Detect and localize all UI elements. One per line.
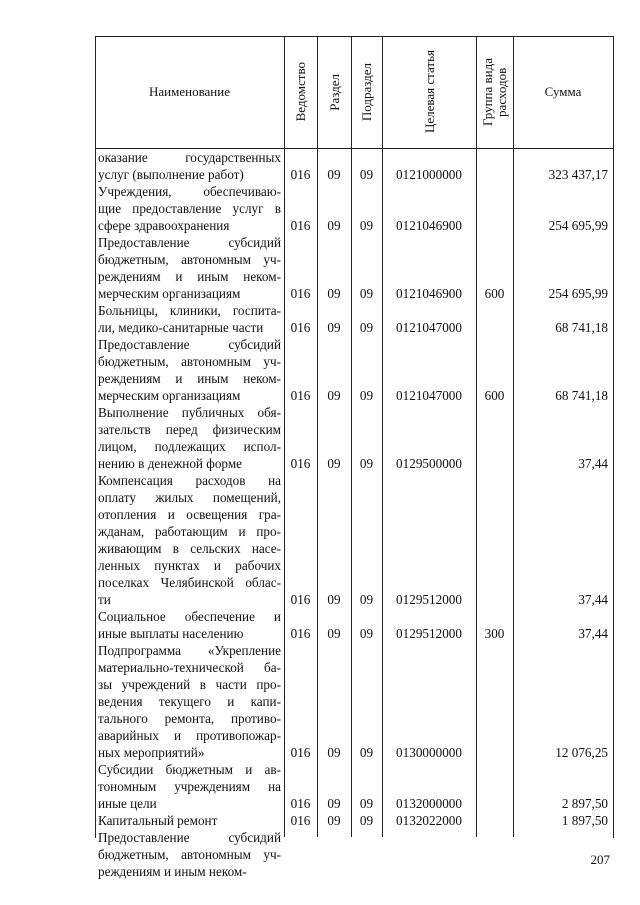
row-name bbox=[98, 608, 281, 642]
row-name-line: зы учреждений в части про- bbox=[98, 677, 281, 692]
row-name-line: тономным учреждениям на bbox=[98, 779, 281, 794]
row-name-line: отопления и освещения гра- bbox=[98, 507, 281, 522]
header-ved bbox=[285, 36, 317, 148]
row-name-line: Капитальный ремонт bbox=[98, 813, 218, 828]
row-name-line: Социальное обеспечение и bbox=[98, 609, 281, 624]
cell-cel: 0121047000 bbox=[396, 320, 462, 335]
cell-cel: 0129512000 bbox=[396, 626, 462, 641]
cell-grp: 600 bbox=[484, 286, 505, 301]
header-name-label: Наименование bbox=[149, 84, 230, 99]
cell-raz: 09 bbox=[327, 456, 341, 471]
row-name bbox=[98, 472, 281, 608]
row-name-line: Учреждения, обеспечиваю- bbox=[98, 184, 281, 199]
cell-ved: 016 bbox=[290, 456, 311, 471]
cell-raz: 09 bbox=[327, 218, 341, 233]
cell-raz: 09 bbox=[327, 286, 341, 301]
cell-ved: 016 bbox=[290, 592, 311, 607]
row-name-line: Компенсация расходов на bbox=[98, 473, 281, 488]
cell-grp bbox=[476, 744, 513, 761]
row-name-line: щие предоставление услуг в bbox=[98, 201, 281, 216]
row-name-line: ти bbox=[98, 592, 111, 607]
cell-ved: 016 bbox=[290, 745, 311, 760]
cell-pod: 09 bbox=[359, 592, 374, 607]
row-name-line: реждениям и иным неком- bbox=[98, 864, 247, 879]
cell-cel bbox=[382, 863, 476, 880]
header-celevaya bbox=[383, 36, 476, 148]
cell-grp bbox=[476, 591, 513, 608]
cell-sum: 37,44 bbox=[578, 456, 608, 471]
cell-cel: 0129500000 bbox=[396, 456, 462, 471]
table-row bbox=[95, 608, 612, 642]
cell-sum: 12 076,25 bbox=[555, 745, 608, 760]
row-name-line: нению в денежной форме bbox=[98, 456, 243, 471]
row-name-line: бюджетным, автономным уч- bbox=[98, 847, 281, 862]
row-name bbox=[98, 149, 281, 183]
header-summa bbox=[514, 36, 612, 148]
row-name-line: иные выплаты населению bbox=[98, 626, 244, 641]
cell-cel: 0129512000 bbox=[396, 592, 462, 607]
table-row bbox=[95, 149, 612, 183]
cell-ved: 016 bbox=[290, 218, 311, 233]
row-name-line: Предоставление субсидий bbox=[98, 235, 281, 250]
row-name-line: бюджетным, автономным уч- bbox=[98, 252, 281, 267]
row-name-line: ли, медико-санитарные части bbox=[98, 320, 264, 335]
row-name bbox=[98, 234, 281, 302]
row-name-line: тального ремонта, противо- bbox=[98, 711, 281, 726]
row-name-line: мерческим организациям bbox=[98, 286, 241, 301]
cell-pod: 09 bbox=[359, 813, 374, 828]
table-row bbox=[95, 302, 612, 336]
row-name-line: иные цели bbox=[98, 796, 157, 811]
header-razdel bbox=[318, 36, 351, 148]
cell-grp bbox=[476, 217, 513, 234]
row-name bbox=[98, 642, 281, 761]
header-podrazdel bbox=[352, 36, 382, 148]
header-name bbox=[95, 36, 284, 148]
cell-raz: 09 bbox=[327, 320, 341, 335]
row-name bbox=[98, 336, 281, 404]
cell-cel: 0121046900 bbox=[396, 286, 462, 301]
row-name bbox=[98, 404, 281, 472]
cell-grp bbox=[476, 166, 513, 183]
page-number: 207 bbox=[590, 852, 610, 867]
cell-pod: 09 bbox=[359, 286, 374, 301]
header-podrazdel-label: Подраздел bbox=[359, 62, 374, 122]
row-name-line: ных мероприятий» bbox=[98, 745, 205, 760]
row-name-line: лицом, подлежащих испол- bbox=[98, 439, 281, 454]
row-name-line: оплату жилых помещений, bbox=[98, 490, 281, 505]
cell-grp bbox=[476, 455, 513, 472]
cell-pod: 09 bbox=[359, 745, 374, 760]
row-name-line: услуг (выполнение работ) bbox=[98, 167, 244, 182]
cell-grp bbox=[476, 812, 513, 829]
cell-cel: 0132000000 bbox=[396, 796, 462, 811]
row-name-line: аварийных и противопожар- bbox=[98, 728, 281, 743]
row-name-line: Выполнение публичных обя- bbox=[98, 405, 281, 420]
cell-ved: 016 bbox=[290, 388, 311, 403]
row-name-line: бюджетным, автономным уч- bbox=[98, 354, 281, 369]
cell-cel: 0121046900 bbox=[396, 218, 462, 233]
row-name-line: мерческим организациям bbox=[98, 388, 241, 403]
cell-sum: 37,44 bbox=[578, 592, 608, 607]
cell-raz: 09 bbox=[327, 813, 341, 828]
header-gruppa bbox=[477, 36, 513, 148]
cell-ved: 016 bbox=[290, 320, 311, 335]
row-name-line: сфере здравоохранения bbox=[98, 218, 230, 233]
row-name-line: ведения текущего и капи- bbox=[98, 694, 281, 709]
cell-sum: 323 437,17 bbox=[548, 167, 608, 182]
cell-ved: 016 bbox=[290, 796, 311, 811]
header-gruppa-label bbox=[481, 58, 509, 126]
row-name-line: материально-технической ба- bbox=[98, 660, 281, 675]
row-name bbox=[98, 829, 281, 880]
cell-raz: 09 bbox=[327, 626, 341, 641]
cell-ved: 016 bbox=[290, 167, 311, 182]
cell-raz: 09 bbox=[327, 796, 341, 811]
cell-sum: 68 741,18 bbox=[555, 320, 608, 335]
cell-raz: 09 bbox=[327, 592, 341, 607]
header-gruppa-line1: Группа вида bbox=[480, 58, 495, 126]
row-name-line: Предоставление субсидий bbox=[98, 337, 281, 352]
cell-ved bbox=[284, 863, 317, 880]
header-razdel-label: Раздел bbox=[326, 73, 342, 111]
cell-grp bbox=[476, 795, 513, 812]
cell-grp: 300 bbox=[484, 626, 505, 641]
row-name bbox=[98, 183, 281, 234]
table-row bbox=[95, 642, 612, 761]
cell-sum: 68 741,18 bbox=[555, 388, 608, 403]
table-row bbox=[95, 761, 612, 812]
cell-ved: 016 bbox=[290, 626, 311, 641]
table-row bbox=[95, 812, 612, 829]
cell-raz: 09 bbox=[327, 167, 341, 182]
cell-raz: 09 bbox=[327, 745, 341, 760]
header-gruppa-line2: расходов bbox=[494, 67, 509, 117]
table-row bbox=[95, 183, 612, 234]
cell-sum: 2 897,50 bbox=[561, 796, 608, 811]
header-celevaya-label: Целевая статья bbox=[421, 50, 437, 134]
cell-sum: 254 695,99 bbox=[548, 218, 608, 233]
cell-sum: 254 695,99 bbox=[548, 286, 608, 301]
table-row bbox=[95, 404, 612, 472]
cell-cel: 0130000000 bbox=[396, 745, 462, 760]
cell-pod: 09 bbox=[359, 626, 374, 641]
cell-pod bbox=[351, 863, 382, 880]
cell-pod: 09 bbox=[359, 167, 374, 182]
cell-pod: 09 bbox=[359, 218, 374, 233]
cell-grp: 600 bbox=[484, 388, 505, 403]
row-name-line: оказание государственных bbox=[98, 150, 281, 165]
row-name-line: реждениям и иным неком- bbox=[98, 269, 281, 284]
cell-sum: 37,44 bbox=[578, 626, 608, 641]
row-name-line: живающим в сельских насе- bbox=[98, 541, 281, 556]
cell-grp bbox=[476, 319, 513, 336]
table-row bbox=[95, 336, 612, 404]
cell-grp bbox=[476, 863, 513, 880]
cell-pod: 09 bbox=[359, 388, 374, 403]
row-name-line: ленных пунктах и рабочих bbox=[98, 558, 281, 573]
table-row bbox=[95, 472, 612, 608]
cell-pod: 09 bbox=[359, 796, 374, 811]
cell-cel: 0132022000 bbox=[396, 813, 462, 828]
row-name-line: реждениям и иным неком- bbox=[98, 371, 281, 386]
row-name bbox=[98, 761, 281, 812]
cell-raz bbox=[317, 863, 351, 880]
header-ved-label: Ведомство bbox=[293, 62, 308, 122]
row-name-line: Подпрограмма «Укрепление bbox=[98, 643, 281, 658]
row-name-line: Больницы, клиники, госпита- bbox=[98, 303, 281, 318]
row-name-line: жданам, работающим и про- bbox=[98, 524, 281, 539]
row-name-line: Предоставление субсидий bbox=[98, 830, 281, 845]
cell-raz: 09 bbox=[327, 388, 341, 403]
row-name bbox=[98, 302, 281, 336]
cell-ved: 016 bbox=[290, 286, 311, 301]
cell-ved: 016 bbox=[290, 813, 311, 828]
row-name bbox=[98, 812, 281, 829]
cell-cel: 0121047000 bbox=[396, 388, 462, 403]
table-row bbox=[95, 234, 612, 302]
row-name-line: зательств перед физическим bbox=[98, 422, 281, 437]
cell-pod: 09 bbox=[359, 320, 374, 335]
table-row bbox=[95, 829, 612, 880]
row-name-line: Субсидии бюджетным и ав- bbox=[98, 762, 281, 777]
cell-pod: 09 bbox=[359, 456, 374, 471]
cell-cel: 0121000000 bbox=[396, 167, 462, 182]
row-name-line: поселках Челябинской облас- bbox=[98, 575, 281, 590]
header-summa-label: Сумма bbox=[544, 84, 582, 99]
cell-sum: 1 897,50 bbox=[561, 813, 608, 828]
